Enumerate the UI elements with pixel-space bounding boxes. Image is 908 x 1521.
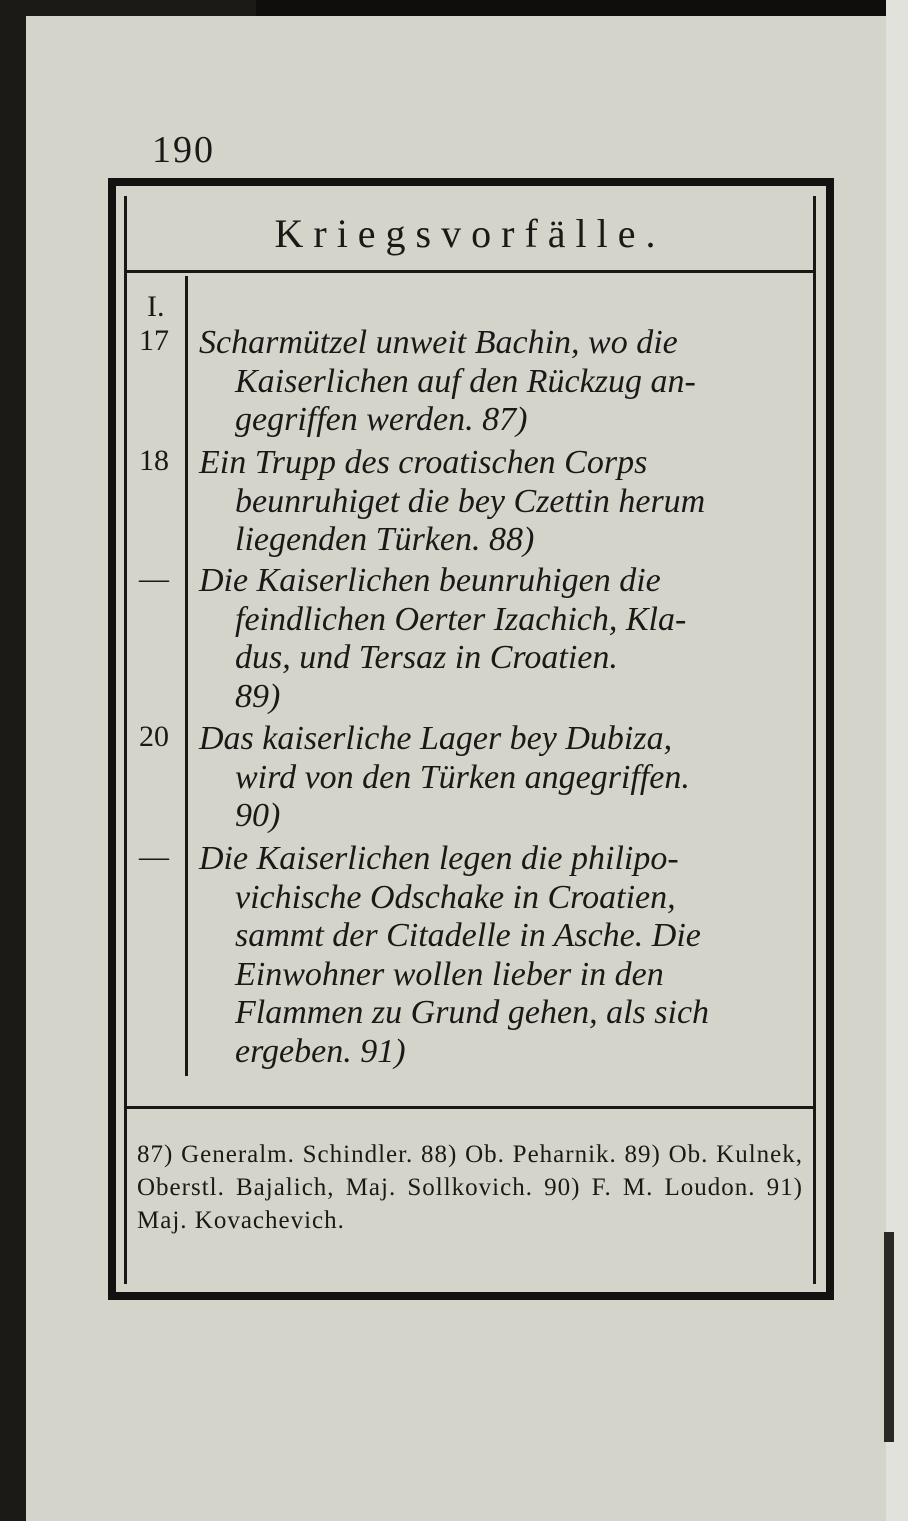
- page-edge-mark: [884, 1232, 894, 1442]
- entry-line: 90): [235, 797, 281, 834]
- entry-line: dus, und Tersaz in Croatien.: [235, 639, 618, 676]
- entry-line: feindlichen Oerter Izachich, Kla-: [235, 600, 687, 638]
- entry-line: vichische Odschake in Croatien,: [235, 878, 676, 916]
- entry-line: liegenden Türken. 88): [235, 521, 535, 558]
- entry-day: 17: [139, 324, 169, 357]
- table-inner-frame: [124, 196, 816, 1284]
- day-column-divider: [185, 276, 188, 1076]
- month-label: I.: [147, 290, 165, 323]
- entry-day: —: [139, 840, 169, 873]
- entry-text: [199, 444, 807, 560]
- entry-line: 89): [235, 677, 281, 715]
- entry-line: ergeben. 91): [235, 1032, 406, 1070]
- entry-day: 18: [139, 444, 169, 477]
- entry-day: 20: [139, 720, 169, 753]
- entry-line: Die Kaiserlichen beunruhigen die: [199, 562, 661, 599]
- table-frame: [108, 178, 834, 1300]
- entry-line: Ein Trupp des croatischen Corps: [199, 444, 648, 481]
- entry-line: gegriffen werden. 87): [235, 401, 528, 438]
- entry-line: beunruhiget die bey Czettin herum: [235, 482, 706, 520]
- page-number: 190: [152, 129, 215, 171]
- entry-text: [199, 562, 807, 716]
- entry-line: sammt der Citadelle in Asche. Die: [235, 917, 701, 954]
- entry-line: wird von den Türken angegriffen.: [235, 758, 690, 796]
- title-divider: [127, 270, 813, 273]
- entry-text: [199, 324, 807, 440]
- entry-text: [199, 840, 807, 1071]
- footnotes: 87) Generalm. Schindler. 88) Ob. Peharnik. 89) Ob. Kulnek, Oberstl. Bajalich, Maj. Sollkovich. 90) F. M. Loudon. 91) Maj. Kovachevich.: [137, 1141, 803, 1234]
- entry-line: Einwohner wollen lieber in den: [235, 955, 664, 993]
- entry-line: Das kaiserliche Lager bey Dubiza,: [199, 720, 673, 757]
- entry-text: [199, 720, 807, 836]
- top-dark-strip: [256, 0, 886, 16]
- footnote-divider: [127, 1106, 813, 1109]
- entry-line: Kaiserlichen auf den Rückzug an-: [235, 362, 696, 400]
- entry-line: Scharmützel unweit Bachin, wo die: [199, 324, 678, 361]
- entry-line: Die Kaiserlichen legen die philipo-: [199, 840, 679, 877]
- entry-day: —: [139, 562, 169, 595]
- page-title: Kriegsvorfälle.: [274, 211, 666, 256]
- entry-line: Flammen zu Grund gehen, als sich: [235, 994, 710, 1031]
